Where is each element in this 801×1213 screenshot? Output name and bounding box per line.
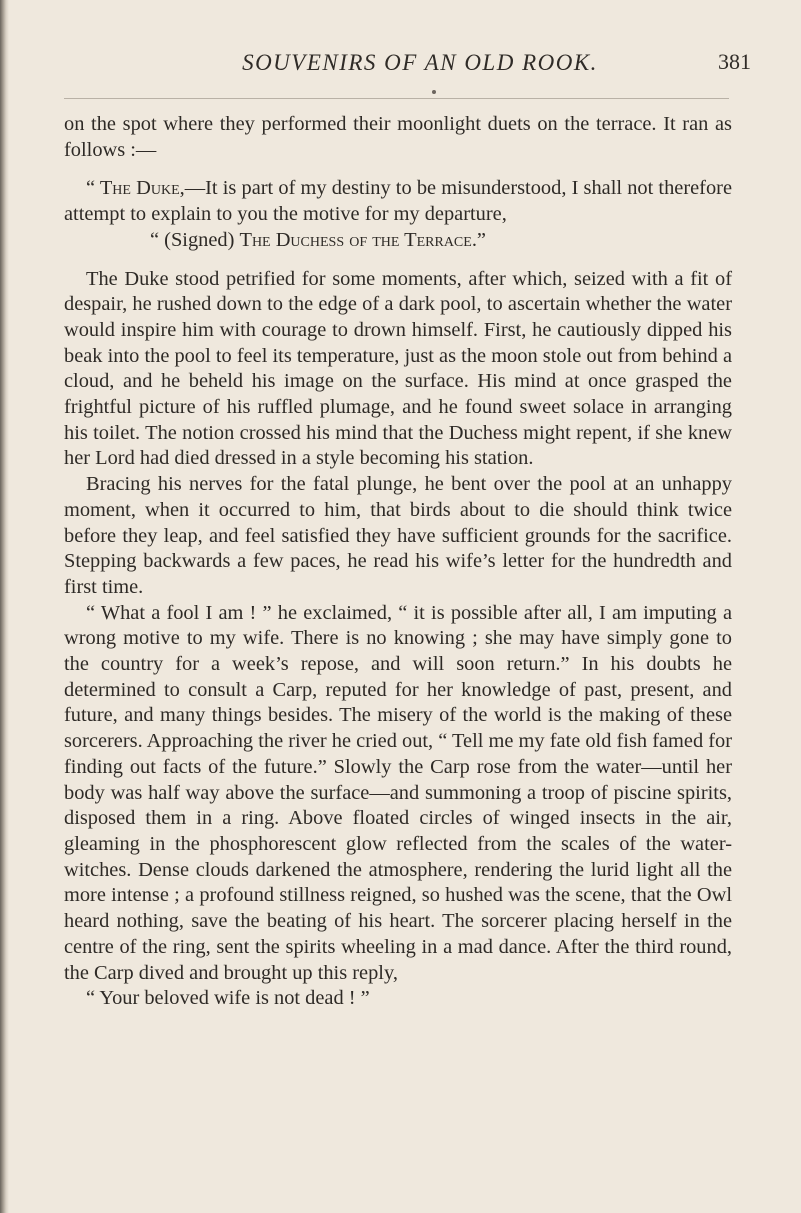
page-binding-edge [0, 0, 9, 1213]
letter-signature [64, 228, 732, 254]
letter-salutation: “ The Duke, [86, 177, 185, 200]
header-rule [64, 98, 729, 99]
paragraph: Bracing his nerves for the fatal plunge, he bent over the pool at an unhappy moment, when it occurred to him, that birds about to die should think twice before they leap, and feel satisfied they have sufficient grounds for the sacrifice. Stepping backwards a few paces, he read his wife’s letter for the hundredth and first time. [64, 473, 732, 598]
page-number: 381 [718, 49, 751, 74]
signed-prefix: “ (Signed) [150, 228, 235, 251]
paragraph: “ What a fool I am ! ” he exclaimed, “ it is possible after all, I am imputing a wrong motive to my wife. There is no knowing ; she may have simply gone to the country for a week’s repose, and will soon return.” In his doubts he determined to consult a Carp, reputed for her knowledge of past, present, and future, and many things besides. The misery of the world is the making of these sorcerers. Approaching the river he cried out, “ Tell me my fate old fish famed for finding out facts of the future.” Slowly the Carp rose from the water—until her body was half way above the surface—and summoning a troop of piscine spirits, disposed them in a ring. Above floated circles of winged insects in the air, gleaming in the phosphorescent glow reflected from the scales of the water-witches. Dense clouds darkened the atmosphere, rendering the lurid light all the more intense ; a profound stillness reigned, so hushed was the scene, that the Owl heard nothing, save the beating of his heart. The sorcerer placing herself in the centre of the ring, sent the spirits wheeling in a mad dance. After the third round, the Carp dived and brought up this reply, [64, 601, 733, 984]
paragraph: on the spot where they performed their moonlight duets on the terrace. It ran as follows :— [64, 113, 732, 161]
letter [64, 176, 732, 227]
closing-quote: “ Your beloved wife is not dead ! ” [86, 987, 370, 1010]
running-title: SOUVENIRS OF AN OLD ROOK. [242, 50, 598, 75]
ink-mark [432, 90, 436, 94]
signed-name: The Duchess of the Terrace.” [239, 228, 486, 251]
body-text [64, 112, 732, 1012]
paragraph: The Duke stood petrified for some moments, after which, seized with a fit of despair, he rushed down to the edge of a dark pool, to ascertain whether the water would inspire him with courage to drown himself. First, he cautiously dipped his beak into the pool to feel its temperature, just as the moon stole out from behind a cloud, and he beheld his image on the surface. His mind at once grasped the frightful picture of his ruffled plumage, and he found sweet solace in arranging his toilet. The notion crossed his mind that the Duchess might repent, if she knew her Lord had died dressed in a style becoming his station. [64, 267, 732, 470]
letter-text: —It is part of my destiny to be misunderstood, I shall not therefore attempt to explain to you the motive for my departure, [64, 177, 732, 226]
